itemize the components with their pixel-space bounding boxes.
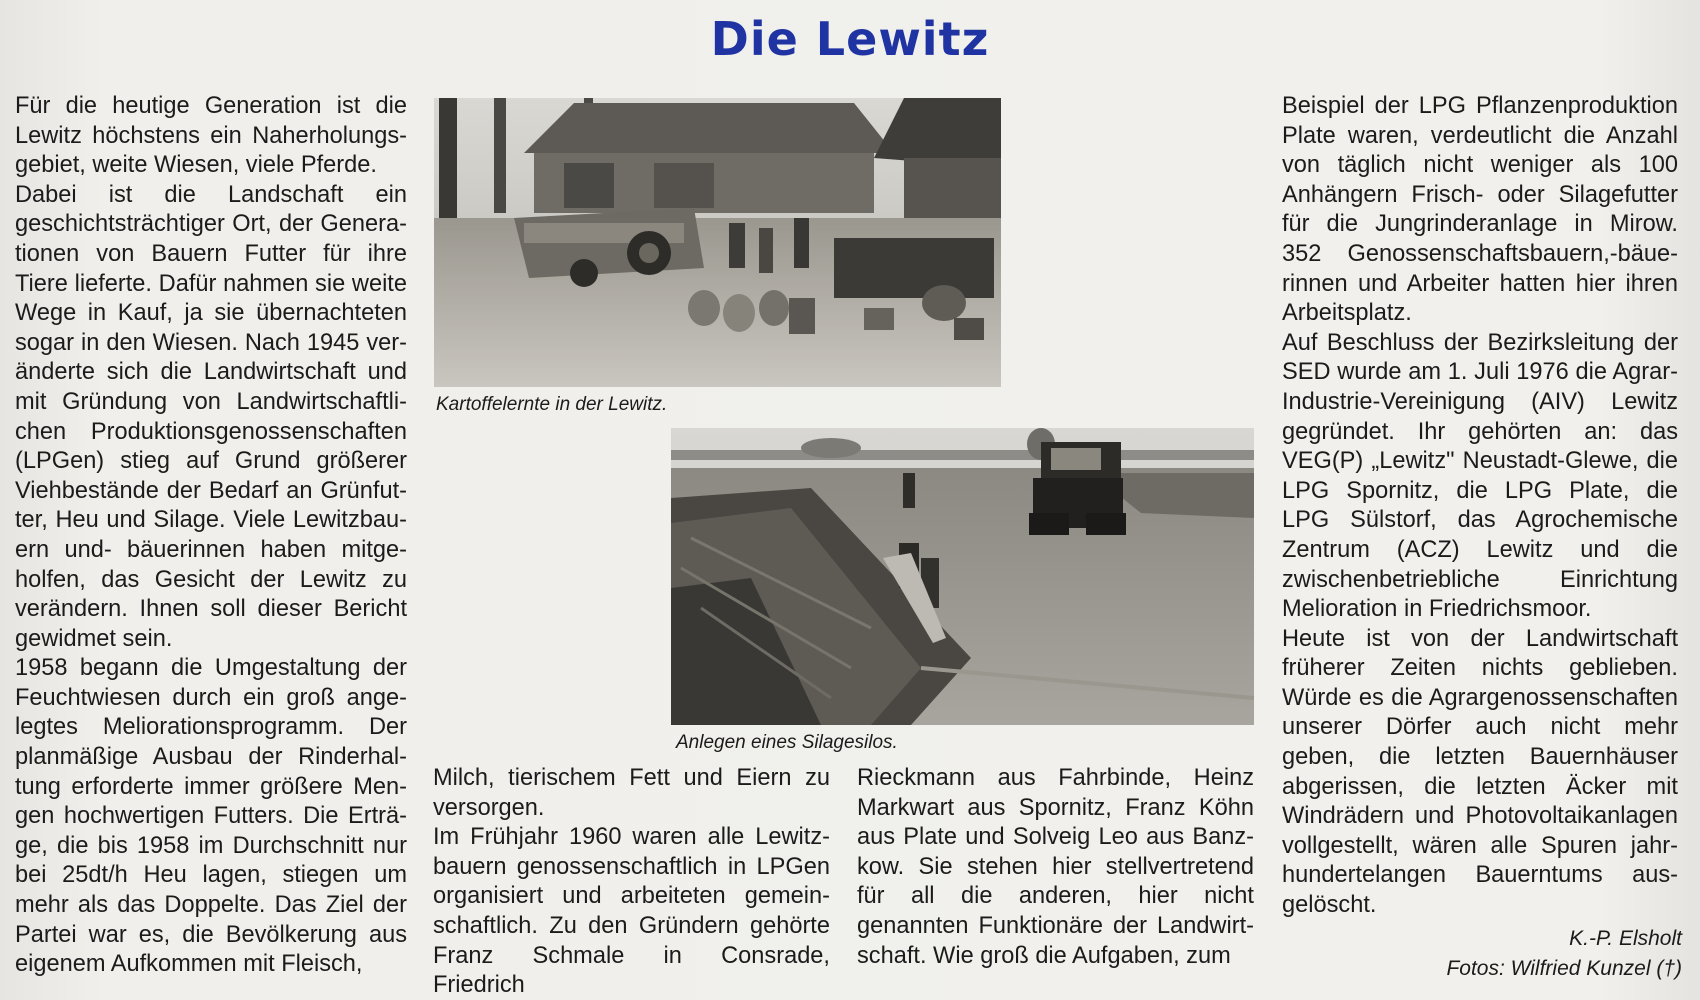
paragraph: Heute ist von der Landwirtschaft früherer Zeiten nichts geblieben. Würde es die Agrargenossenschaften unserer Dörfer auch nicht mehr geben, die letzten Bauernhäuser abgerissen, die letzten Äcker mit Windrädern und Photovoltaikanlagen vollgestellt, wären alle Spuren jahrhundertelangen Bauerntums ausgelöscht. [1282, 625, 1678, 919]
photo-caption: Kartoffelernte in der Lewitz. [436, 394, 668, 415]
silage-silo-photo [671, 428, 1254, 725]
paragraph: Dabei ist die Landschaft ein geschichtsträchtiger Ort, der Generationen von Bauern Futter für ihre Tiere lieferte. Dafür nahmen sie weite Wege in Kauf, ja sie übernachteten sogar in den Wiesen. Nach 1945 veränderte sich die Landwirtschaft und mit Gründung von Landwirtschaftlichen Produktionsgenossenschaften (LPGen) stieg auf Grund größerer Viehbestände der Bedarf an Grünfutter, Heu und Silage. Viele Lewitzbauern und- bäuerinnen haben mitgeholfen, das Gesicht der Lewitz zu verändern. Ihnen soll dieser Bericht gewidmet sein. [15, 181, 407, 652]
paragraph: Beispiel der LPG Pflanzenproduktion Plate waren, verdeutlicht die Anzahl von täglich nicht weniger als 100 Anhängern Frisch- oder Silagefutter für die Jungrinderanlage in Mirow. 352 Genossenschaftsbauern,-bäuerinnen und Arbeiter hatten hier ihren Arbeitsplatz. [1282, 93, 1678, 327]
paragraph: Milch, tierischem Fett und Eiern zu versorgen. [433, 765, 830, 821]
paragraph: Im Frühjahr 1960 waren alle Lewitzbauern genossenschaftlich in LPGen organisiert und arbeiteten gemeinschaftlich. Zu den Gründern gehörte Franz Schmale in Consrade, Friedrich [433, 824, 830, 999]
text-column-2 [433, 764, 830, 1000]
paragraph: Für die heutige Generation ist die Lewitz höchstens ein Naherholungsgebiet, weite Wiesen, viele Pferde. [15, 93, 407, 179]
paragraph: Rieckmann aus Fahrbinde, Heinz Markwart aus Spornitz, Franz Köhn aus Plate und Solveig Leo aus Banzkow. Sie stehen hier stellvertretend für all die anderen, hier nicht genannten Funktionäre der Landwirtschaft. Wie groß die Aufgaben, zum [857, 765, 1254, 969]
potato-harvest-photo [434, 98, 1001, 387]
photo-caption: Anlegen eines Silagesilos. [676, 732, 898, 753]
text-column-3 [857, 764, 1254, 971]
text-column-1 [15, 92, 407, 980]
paragraph: Auf Beschluss der Bezirksleitung der SED wurde am 1. Juli 1976 die AgrarIndustrie-Vereinigung (AIV) Lewitz gegründet. Ihr gehörten an: das VEG(P) „Lewitz" Neustadt-Glewe, die LPG Spornitz, die LPG Plate, die LPG Sülstorf, das Agrochemische Zentrum (ACZ) Lewitz und die zwischenbetriebliche Einrichtung Melioration in Friedrichsmoor. [1282, 329, 1678, 623]
paragraph: 1958 begann die Umgestaltung der Feuchtwiesen durch ein groß angelegtes Meliorationsprogramm. Der planmäßige Ausbau der Rinderhaltung erforderte immer größere Mengen hochwertigen Futters. Die Erträge, die bis 1958 im Durchschnitt nur bei 25dt/h Heu lagen, stiegen um mehr als das Doppelte. Das Ziel der Partei war es, die Bevölkerung aus eigenem Aufkommen mit Fleisch, [15, 655, 407, 978]
author-signature: K.-P. Elsholt [1569, 927, 1682, 950]
photo-credit: Fotos: Wilfried Kunzel (†) [1446, 957, 1682, 980]
article-title: Die Lewitz [710, 12, 990, 66]
text-column-4 [1282, 92, 1678, 921]
